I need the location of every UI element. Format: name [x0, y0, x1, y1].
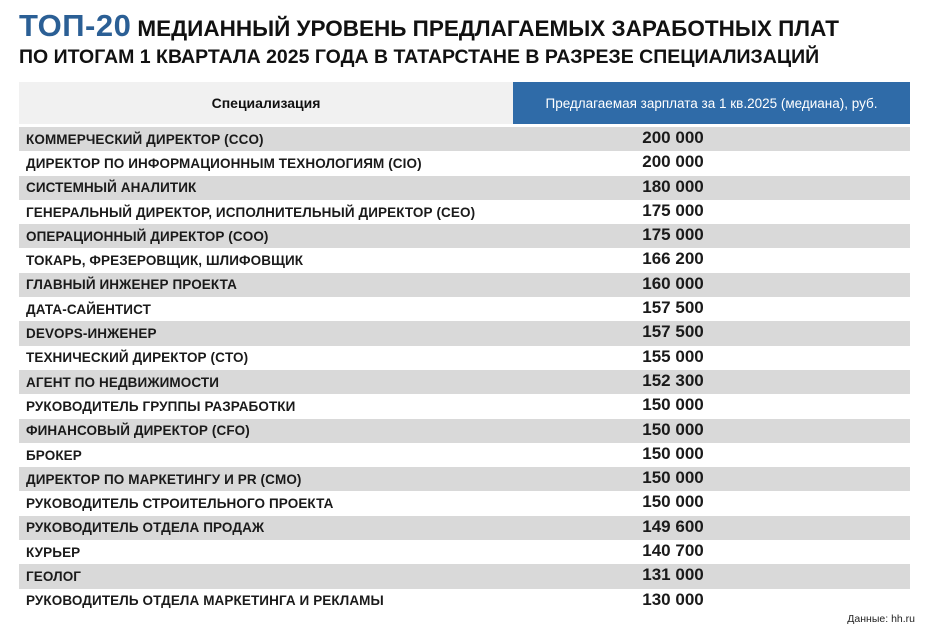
- table-row: [19, 419, 910, 443]
- row-specialization: ТЕХНИЧЕСКИЙ ДИРЕКТОР (CTO): [26, 350, 249, 366]
- table-row: [19, 370, 910, 394]
- row-specialization: ФИНАНСОВЫЙ ДИРЕКТОР (CFO): [26, 423, 250, 439]
- table-row: [19, 564, 910, 588]
- row-salary: 157 500: [642, 322, 704, 342]
- row-salary: 131 000: [642, 565, 704, 585]
- row-specialization: СИСТЕМНЫЙ АНАЛИТИК: [26, 180, 197, 196]
- row-salary: 150 000: [642, 419, 704, 439]
- row-salary: 140 700: [642, 541, 704, 561]
- row-salary: 166 200: [642, 249, 704, 269]
- table-row: [19, 540, 910, 564]
- row-specialization: РУКОВОДИТЕЛЬ СТРОИТЕЛЬНОГО ПРОЕКТА: [26, 496, 334, 512]
- row-specialization: ГЕОЛОГ: [26, 568, 82, 584]
- row-specialization: ДИРЕКТОР ПО ИНФОРМАЦИОННЫМ ТЕХНОЛОГИЯМ (CIO): [26, 155, 422, 171]
- table-row: [19, 516, 910, 540]
- row-salary: 160 000: [642, 273, 704, 293]
- row-salary: 150 000: [642, 443, 704, 463]
- table-row: [19, 467, 910, 491]
- row-specialization: ГЛАВНЫЙ ИНЖЕНЕР ПРОЕКТА: [26, 277, 237, 293]
- title-main: МЕДИАННЫЙ УРОВЕНЬ ПРЕДЛАГАЕМЫХ ЗАРАБОТНЫХ ПЛАТ: [137, 16, 839, 41]
- table-row: [19, 589, 910, 613]
- table-row: [19, 273, 910, 297]
- table-row: [19, 491, 910, 515]
- title-badge: ТОП-20: [19, 8, 132, 43]
- table-row: [19, 200, 910, 224]
- row-salary: 180 000: [642, 176, 704, 196]
- source-note: Данные: hh.ru: [847, 613, 915, 625]
- table-header: [19, 82, 910, 124]
- row-specialization: АГЕНТ ПО НЕДВИЖИМОСТИ: [26, 374, 220, 390]
- row-specialization: РУКОВОДИТЕЛЬ ОТДЕЛА МАРКЕТИНГА И РЕКЛАМЫ: [26, 593, 384, 609]
- table-row: [19, 176, 910, 200]
- title-line-1: [19, 8, 919, 46]
- title-block: [19, 8, 919, 69]
- row-salary: 175 000: [642, 225, 704, 245]
- row-specialization: БРОКЕР: [26, 447, 82, 463]
- column-header-salary: Предлагаемая зарплата за 1 кв.2025 (медиана), руб.: [513, 82, 910, 124]
- row-salary: 175 000: [642, 200, 704, 220]
- table-row: [19, 151, 910, 175]
- row-specialization: РУКОВОДИТЕЛЬ ГРУППЫ РАЗРАБОТКИ: [26, 398, 296, 414]
- title-subtitle: ПО ИТОГАМ 1 КВАРТАЛА 2025 ГОДА В ТАТАРСТАНЕ В РАЗРЕЗЕ СПЕЦИАЛИЗАЦИЙ: [19, 46, 820, 68]
- row-specialization: ДИРЕКТОР ПО МАРКЕТИНГУ И PR (CMO): [26, 471, 302, 487]
- table-row: [19, 394, 910, 418]
- table-row: [19, 321, 910, 345]
- row-specialization: ГЕНЕРАЛЬНЫЙ ДИРЕКТОР, ИСПОЛНИТЕЛЬНЫЙ ДИРЕКТОР (CEO): [26, 204, 476, 220]
- row-salary: 152 300: [642, 370, 704, 390]
- row-salary: 157 500: [642, 298, 704, 318]
- row-salary: 155 000: [642, 346, 704, 366]
- row-specialization: ДАТА-САЙЕНТИСТ: [26, 301, 151, 317]
- row-specialization: РУКОВОДИТЕЛЬ ОТДЕЛА ПРОДАЖ: [26, 520, 265, 536]
- row-salary: 149 600: [642, 516, 704, 536]
- table-row: [19, 248, 910, 272]
- table-row: [19, 346, 910, 370]
- row-specialization: ОПЕРАЦИОННЫЙ ДИРЕКТОР (COO): [26, 228, 269, 244]
- row-salary: 200 000: [642, 152, 704, 172]
- table-row: [19, 297, 910, 321]
- row-salary: 150 000: [642, 492, 704, 512]
- table-row: [19, 127, 910, 151]
- row-salary: 150 000: [642, 395, 704, 415]
- row-salary: 200 000: [642, 128, 704, 147]
- row-specialization: КОММЕРЧЕСКИЙ ДИРЕКТОР (CCO): [26, 131, 264, 147]
- row-specialization: КУРЬЕР: [26, 544, 81, 560]
- row-salary: 150 000: [642, 468, 704, 488]
- row-salary: 130 000: [642, 589, 704, 609]
- table-row: [19, 224, 910, 248]
- table-row: [19, 443, 910, 467]
- table-body: [19, 127, 910, 613]
- column-header-specialization: Специализация: [19, 82, 513, 124]
- row-specialization: ТОКАРЬ, ФРЕЗЕРОВЩИК, ШЛИФОВЩИК: [26, 253, 304, 269]
- row-specialization: DEVOPS-ИНЖЕНЕР: [26, 326, 157, 342]
